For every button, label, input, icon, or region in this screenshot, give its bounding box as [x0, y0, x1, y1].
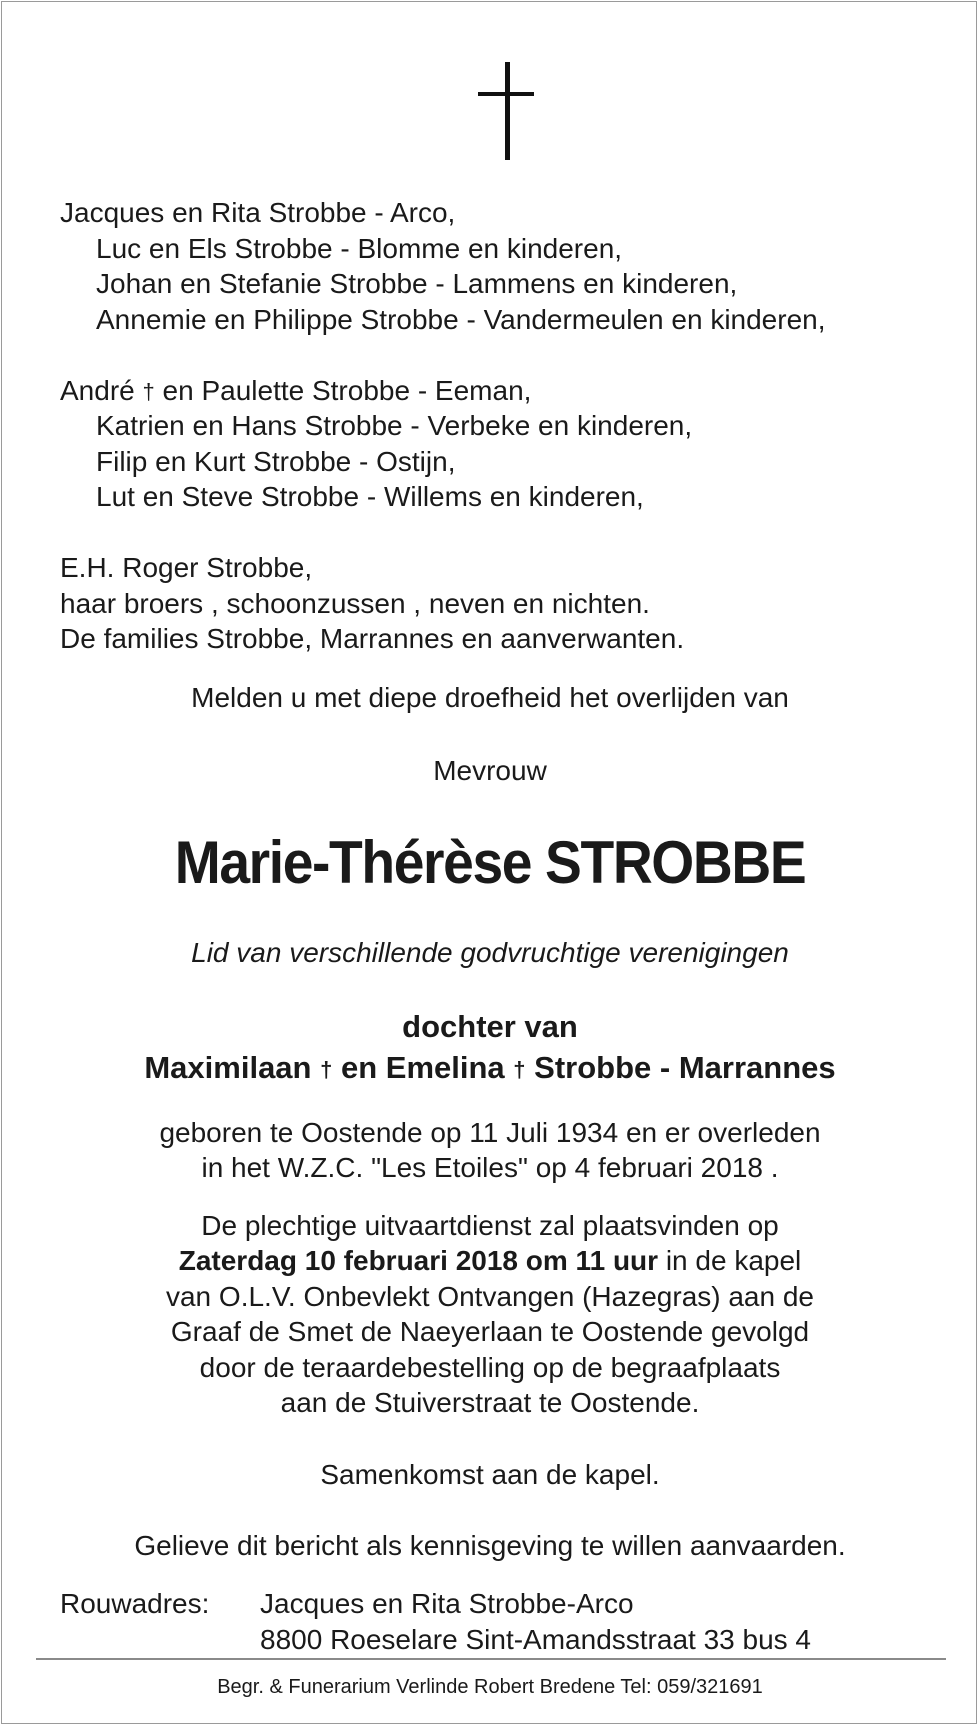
- family-group1-child: Luc en Els Strobbe - Blomme en kinderen,: [96, 233, 623, 264]
- membership: Lid van verschillende godvruchtige verenigingen: [191, 937, 789, 968]
- family-group2-child: Katrien en Hans Strobbe - Verbeke en kinderen,: [96, 410, 693, 441]
- service-date-tail: in de kapel: [665, 1245, 802, 1276]
- deceased-name: Marie-Thérèse STROBBE: [174, 829, 806, 896]
- family-other: E.H. Roger Strobbe,: [60, 552, 313, 583]
- service-line: door de teraardebestelling op de begraafplaats: [199, 1352, 781, 1383]
- service-line: van O.L.V. Onbevlekt Ontvangen (Hazegras) aan de: [165, 1281, 815, 1312]
- family-group2-child: Lut en Steve Strobbe - Willems en kinderen,: [96, 481, 644, 512]
- family-other: De families Strobbe, Marrannes en aanverwanten.: [60, 623, 685, 654]
- parents-surnames: Strobbe - Marrannes: [534, 1050, 836, 1085]
- gathering: Samenkomst aan de kapel.: [320, 1459, 660, 1490]
- mourning-address-label: Rouwadres:: [60, 1588, 210, 1619]
- service-date: Zaterdag 10 februari 2018 om 11 uur: [178, 1245, 659, 1276]
- family-group1-head: Jacques en Rita Strobbe - Arco,: [60, 197, 456, 228]
- family-other: haar broers , schoonzussen , neven en nichten.: [60, 588, 650, 619]
- family-group1-child: Annemie en Philippe Strobbe - Vandermeulen en kinderen,: [96, 304, 826, 335]
- mother-name: en Emelina: [340, 1050, 505, 1085]
- announcement: Melden u met diepe droefheid het overlijden van: [191, 682, 789, 713]
- footer-divider: [36, 1658, 946, 1660]
- service-line: De plechtige uitvaartdienst zal plaatsvinden op: [201, 1210, 779, 1241]
- parents-names: [2, 1050, 978, 1089]
- service-line: Graaf de Smet de Naeyerlaan te Oostende gevolgd: [170, 1316, 810, 1347]
- deceased-cross-icon: †: [320, 1057, 333, 1082]
- parents-intro: dochter van: [402, 1009, 578, 1044]
- cross-icon: [473, 62, 543, 162]
- service-line: aan de Stuiverstraat te Oostende.: [280, 1387, 700, 1418]
- mourning-address-line2: 8800 Roeselare Sint-Amandsstraat 33 bus 4: [260, 1624, 811, 1655]
- service-date-line: [2, 1243, 978, 1279]
- notice: Gelieve dit bericht als kennisgeving te willen aanvaarden.: [134, 1530, 846, 1561]
- honorific: Mevrouw: [433, 755, 547, 786]
- death-notice-card: [1, 1, 977, 1724]
- birth-death-line: geboren te Oostende op 11 Juli 1934 en er overleden: [159, 1117, 821, 1148]
- father-name: Maximilaan: [144, 1050, 312, 1085]
- mourning-address-line1: Jacques en Rita Strobbe-Arco: [260, 1588, 634, 1619]
- funeral-home-footer: Begr. & Funerarium Verlinde Robert Bredene Tel: 059/321691: [217, 1676, 763, 1698]
- deceased-cross-icon: †: [513, 1057, 526, 1082]
- birth-death-line: in het W.Z.C. "Les Etoiles" op 4 februari 2018 .: [201, 1152, 779, 1183]
- family-group2-head: [60, 373, 531, 411]
- deceased-cross-icon: †: [142, 379, 155, 404]
- family-group2-head-rest: en Paulette Strobbe - Eeman,: [162, 375, 532, 406]
- family-group2-head-name: André: [60, 375, 135, 406]
- family-group1-child: Johan en Stefanie Strobbe - Lammens en kinderen,: [96, 268, 738, 299]
- family-group2-child: Filip en Kurt Strobbe - Ostijn,: [96, 446, 456, 477]
